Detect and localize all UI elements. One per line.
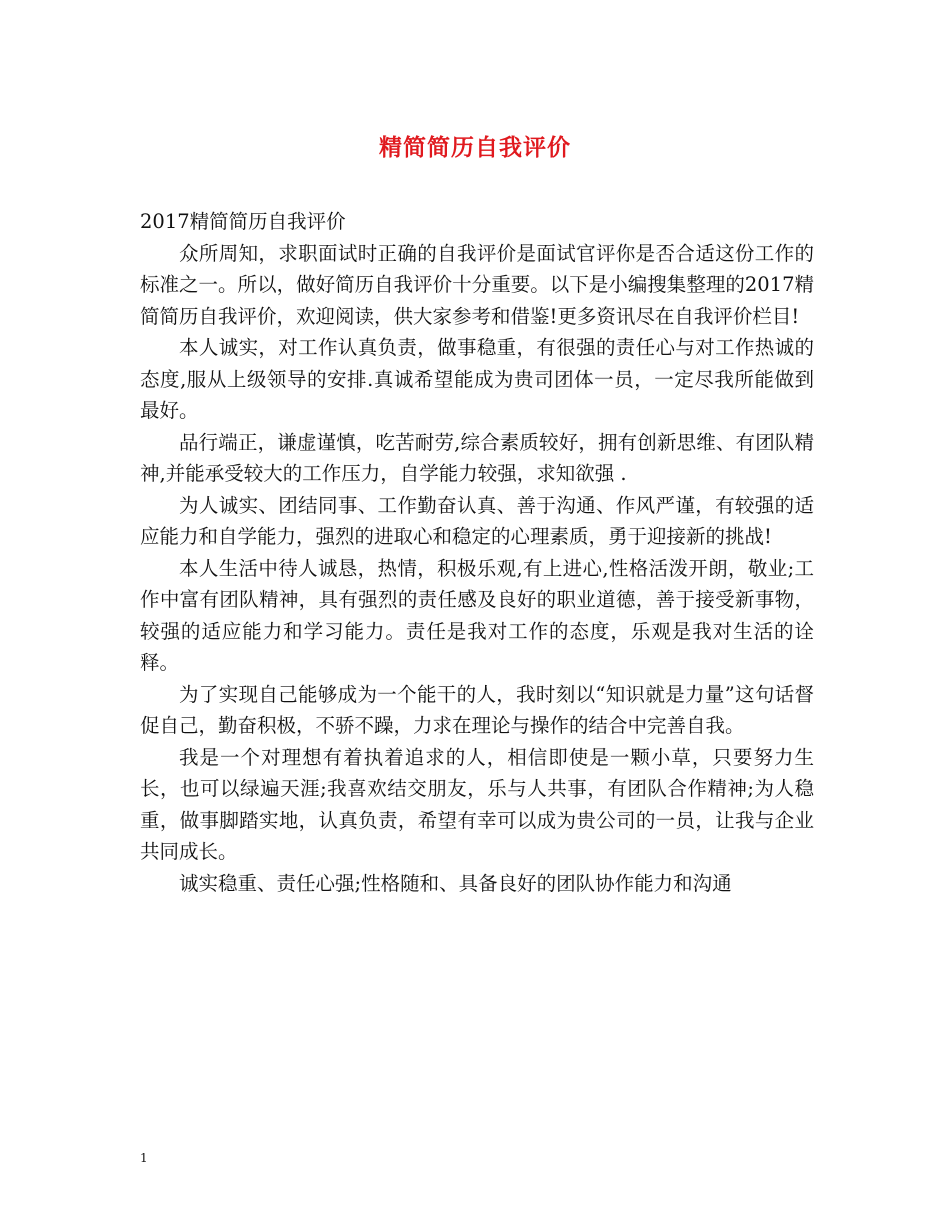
paragraph: 品行端正，谦虚谨慎，吃苦耐劳,综合素质较好，拥有创新思维、有团队精神,并能承受较大的工作压力，自学能力较强，求知欲强 .	[140, 430, 814, 485]
document-body	[140, 206, 814, 899]
paragraph: 诚实稳重、责任心强;性格随和、具备良好的团队协作能力和沟通	[179, 871, 732, 895]
paragraph-intro: 众所周知，求职面试时正确的自我评价是面试官评你是否合适这份工作的标准之一。所以，做好简历自我评价十分重要。以下是小编搜集整理的2017精简简历自我评价，欢迎阅读，供大家参考和借鉴!更多资讯尽在自我评价栏目!	[140, 241, 814, 328]
paragraph: 本人生活中待人诚恳，热情，积极乐观,有上进心,性格活泼开朗，敬业;工作中富有团队精神，具有强烈的责任感及良好的职业道德，善于接受新事物，较强的适应能力和学习能力。责任是我对工作的态度，乐观是我对生活的诠释。	[140, 556, 814, 674]
paragraph: 为了实现自己能够成为一个能干的人，我时刻以“知识就是力量”这句话督促自己，勤奋积极，不骄不躁，力求在理论与操作的结合中完善自我。	[140, 682, 814, 737]
document-title: 精简简历自我评价	[379, 134, 571, 161]
document-subtitle: 2017精简简历自我评价	[140, 210, 346, 233]
page-number: 1	[140, 1151, 148, 1165]
paragraph: 为人诚实、团结同事、工作勤奋认真、善于沟通、作风严谨，有较强的适应能力和自学能力，强烈的进取心和稳定的心理素质，勇于迎接新的挑战!	[140, 493, 814, 548]
paragraph: 我是一个对理想有着执着追求的人，相信即使是一颗小草，只要努力生长，也可以绿遍天涯;我喜欢结交朋友，乐与人共事，有团队合作精神;为人稳重，做事脚踏实地，认真负责，希望有幸可以成为贵公司的一员，让我与企业共同成长。	[140, 745, 814, 863]
paragraph: 本人诚实，对工作认真负责，做事稳重，有很强的责任心与对工作热诚的态度,服从上级领导的安排.真诚希望能成为贵司团体一员，一定尽我所能做到最好。	[140, 336, 814, 422]
